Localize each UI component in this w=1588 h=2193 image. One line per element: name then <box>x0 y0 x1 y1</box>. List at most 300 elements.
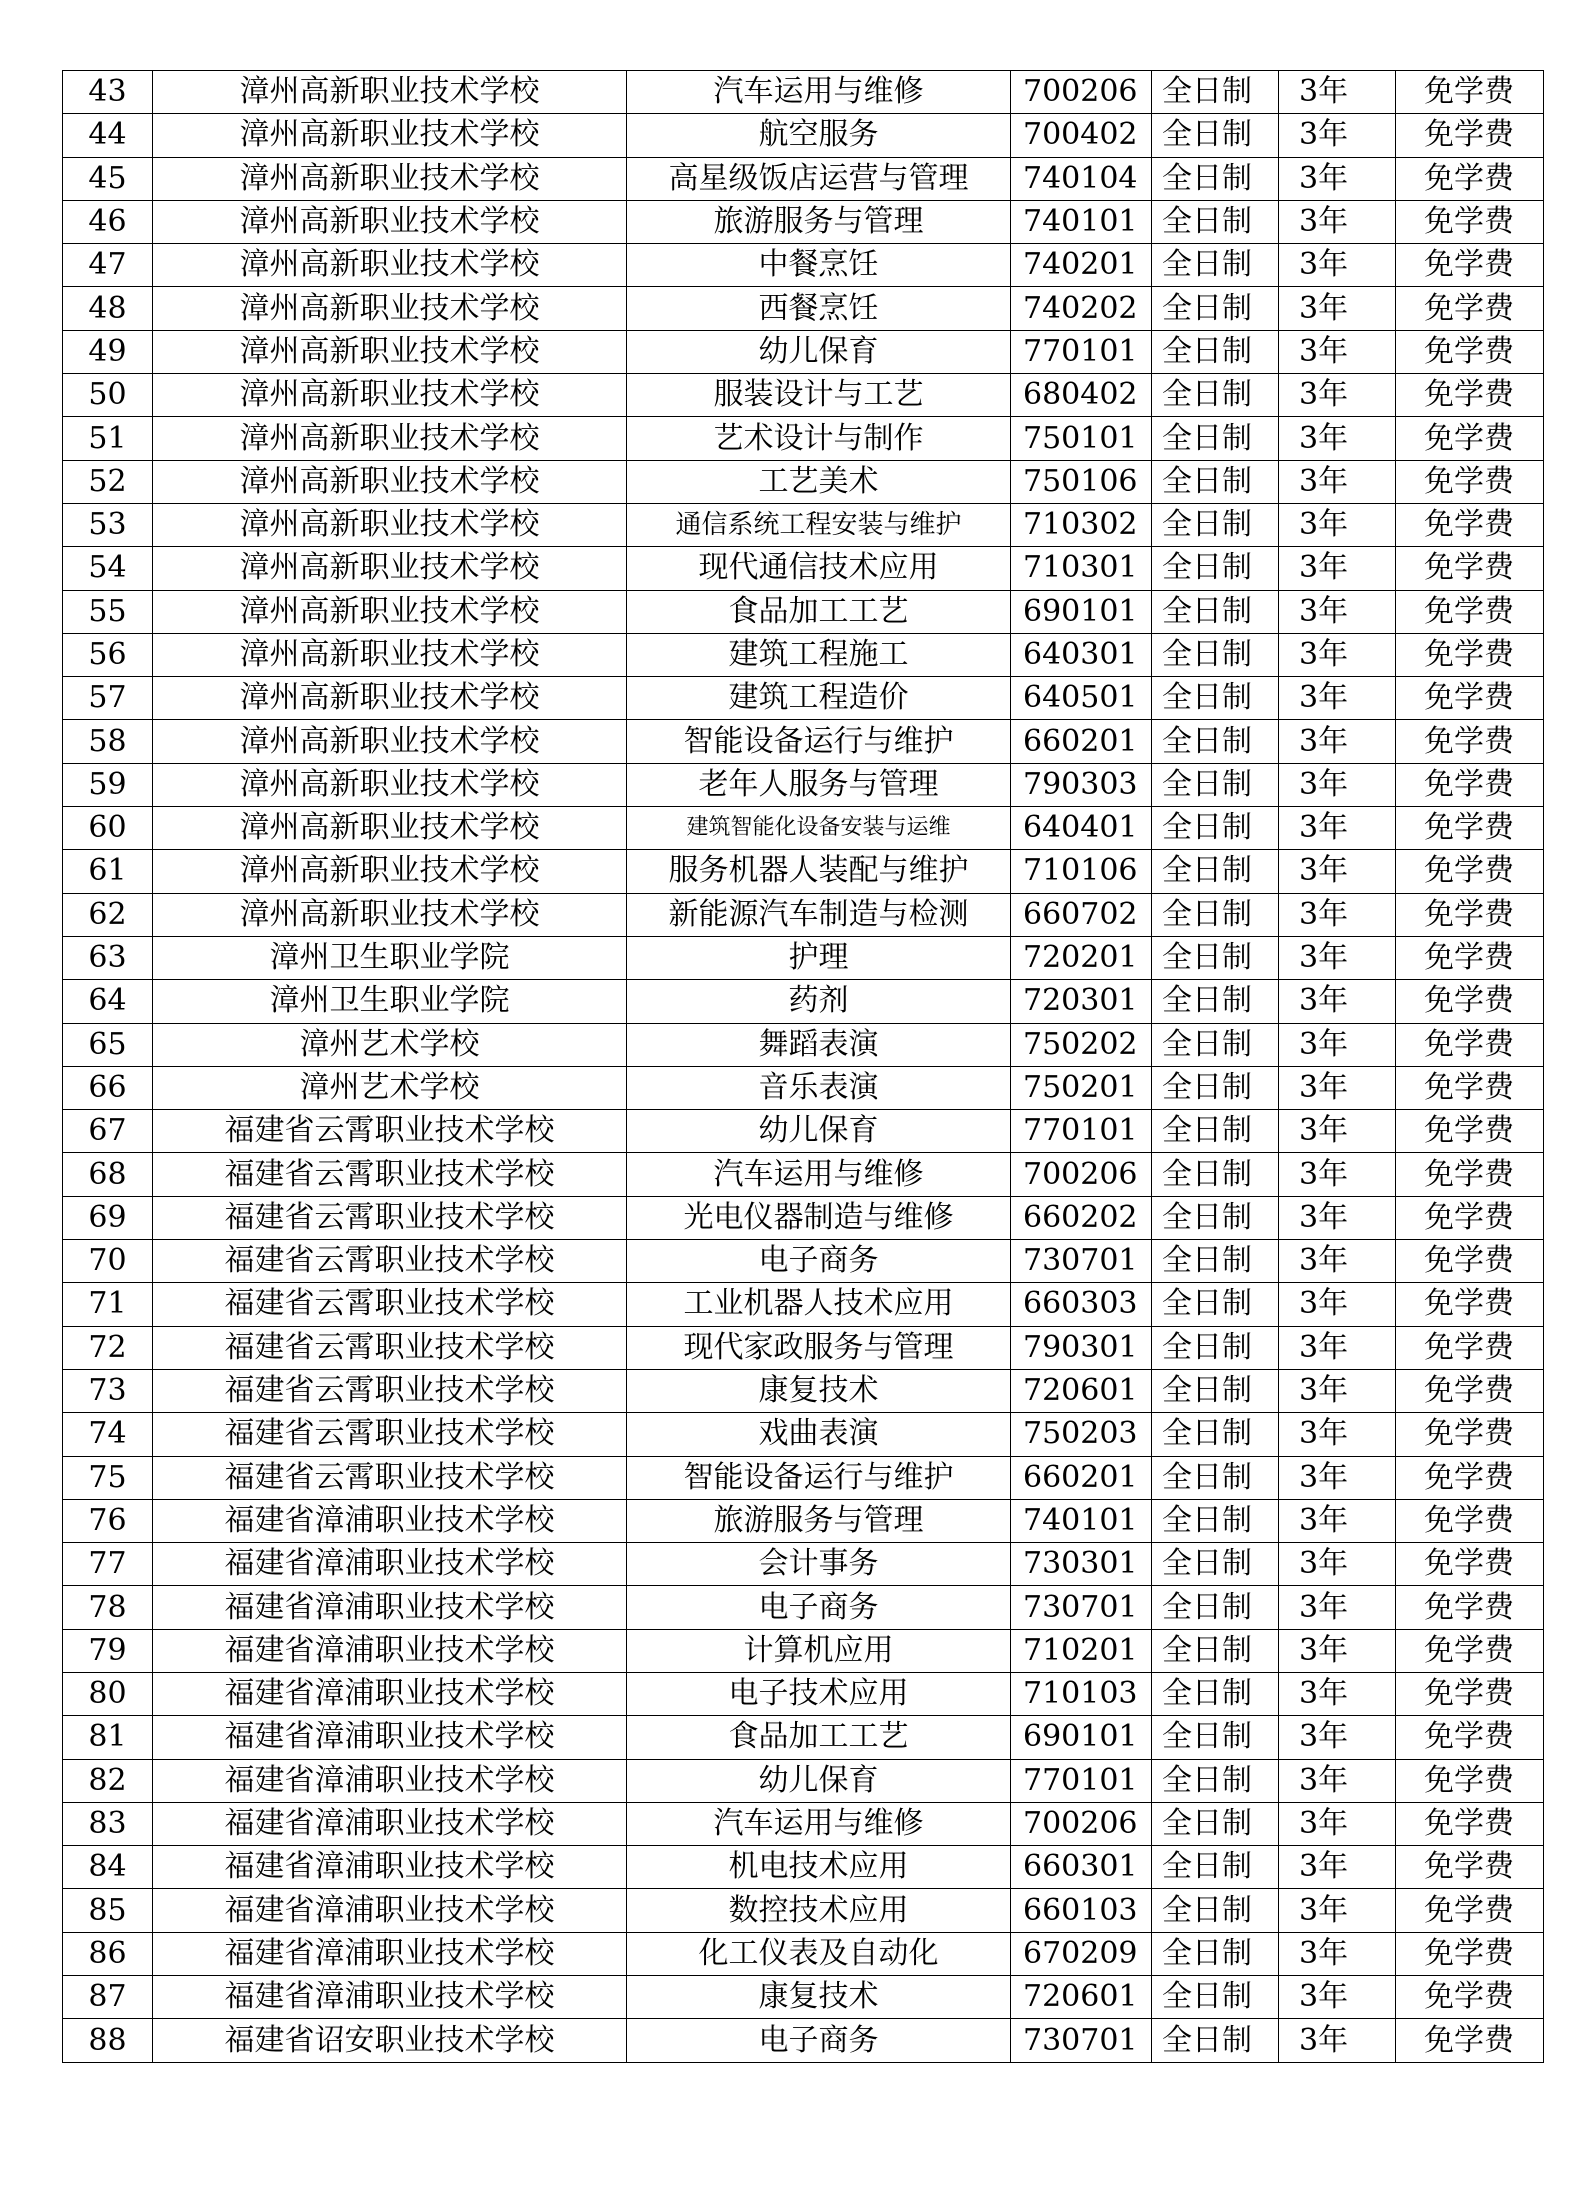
table-row <box>63 1023 1544 1066</box>
major-name: 新能源汽车制造与检测 <box>627 893 1011 936</box>
tuition-fee: 免学费 <box>1396 720 1544 763</box>
table-row <box>63 1586 1544 1629</box>
table-row <box>63 720 1544 763</box>
study-mode: 全日制 <box>1152 1456 1279 1499</box>
row-number: 56 <box>63 633 153 676</box>
study-years: 3年 <box>1279 1543 1396 1586</box>
major-code: 750202 <box>1011 1023 1152 1066</box>
row-number: 68 <box>63 1153 153 1196</box>
tuition-fee: 免学费 <box>1396 980 1544 1023</box>
row-number: 71 <box>63 1283 153 1326</box>
major-name: 西餐烹饪 <box>627 287 1011 330</box>
row-number: 62 <box>63 893 153 936</box>
major-code: 700206 <box>1011 71 1152 114</box>
table-row <box>63 417 1544 460</box>
major-code: 710301 <box>1011 547 1152 590</box>
major-name: 中餐烹饪 <box>627 244 1011 287</box>
study-mode: 全日制 <box>1152 1023 1279 1066</box>
row-number: 87 <box>63 1976 153 2019</box>
table-row <box>63 807 1544 850</box>
study-mode: 全日制 <box>1152 1586 1279 1629</box>
school-name: 漳州高新职业技术学校 <box>153 547 627 590</box>
study-mode: 全日制 <box>1152 850 1279 893</box>
study-mode: 全日制 <box>1152 417 1279 460</box>
major-name: 建筑工程造价 <box>627 677 1011 720</box>
study-mode: 全日制 <box>1152 1846 1279 1889</box>
major-name: 电子商务 <box>627 1586 1011 1629</box>
major-name: 现代家政服务与管理 <box>627 1326 1011 1369</box>
row-number: 72 <box>63 1326 153 1369</box>
row-number: 59 <box>63 763 153 806</box>
study-mode: 全日制 <box>1152 1932 1279 1975</box>
study-mode: 全日制 <box>1152 720 1279 763</box>
major-name: 食品加工工艺 <box>627 1716 1011 1759</box>
school-name: 漳州高新职业技术学校 <box>153 114 627 157</box>
table-row <box>63 1976 1544 2019</box>
major-name: 幼儿保育 <box>627 1759 1011 1802</box>
school-name: 漳州高新职业技术学校 <box>153 417 627 460</box>
school-name: 福建省漳浦职业技术学校 <box>153 1759 627 1802</box>
study-mode: 全日制 <box>1152 1672 1279 1715</box>
school-name: 漳州高新职业技术学校 <box>153 807 627 850</box>
school-name: 漳州高新职业技术学校 <box>153 374 627 417</box>
study-years: 3年 <box>1279 1672 1396 1715</box>
study-years: 3年 <box>1279 807 1396 850</box>
major-name: 戏曲表演 <box>627 1413 1011 1456</box>
study-years: 3年 <box>1279 1932 1396 1975</box>
study-mode: 全日制 <box>1152 200 1279 243</box>
tuition-fee: 免学费 <box>1396 1196 1544 1239</box>
major-code: 790301 <box>1011 1326 1152 1369</box>
row-number: 58 <box>63 720 153 763</box>
school-name: 福建省漳浦职业技术学校 <box>153 1672 627 1715</box>
row-number: 78 <box>63 1586 153 1629</box>
row-number: 50 <box>63 374 153 417</box>
study-years: 3年 <box>1279 2019 1396 2062</box>
tuition-fee: 免学费 <box>1396 503 1544 546</box>
table-row <box>63 460 1544 503</box>
major-code: 730701 <box>1011 1586 1152 1629</box>
study-mode: 全日制 <box>1152 1759 1279 1802</box>
table-row <box>63 677 1544 720</box>
major-code: 790303 <box>1011 763 1152 806</box>
school-name: 福建省漳浦职业技术学校 <box>153 1846 627 1889</box>
study-years: 3年 <box>1279 547 1396 590</box>
row-number: 48 <box>63 287 153 330</box>
tuition-fee: 免学费 <box>1396 1629 1544 1672</box>
row-number: 70 <box>63 1240 153 1283</box>
major-code: 660103 <box>1011 1889 1152 1932</box>
major-name: 艺术设计与制作 <box>627 417 1011 460</box>
school-name: 福建省云霄职业技术学校 <box>153 1196 627 1239</box>
study-years: 3年 <box>1279 1976 1396 2019</box>
study-years: 3年 <box>1279 1369 1396 1412</box>
study-mode: 全日制 <box>1152 71 1279 114</box>
tuition-fee: 免学费 <box>1396 1023 1544 1066</box>
row-number: 82 <box>63 1759 153 1802</box>
tuition-fee: 免学费 <box>1396 1672 1544 1715</box>
row-number: 49 <box>63 330 153 373</box>
tuition-fee: 免学费 <box>1396 1716 1544 1759</box>
table-row <box>63 850 1544 893</box>
study-mode: 全日制 <box>1152 980 1279 1023</box>
tuition-fee: 免学费 <box>1396 893 1544 936</box>
study-years: 3年 <box>1279 114 1396 157</box>
school-name: 漳州卫生职业学院 <box>153 980 627 1023</box>
school-name: 福建省漳浦职业技术学校 <box>153 1802 627 1845</box>
study-mode: 全日制 <box>1152 1369 1279 1412</box>
study-years: 3年 <box>1279 1759 1396 1802</box>
major-code: 730301 <box>1011 1543 1152 1586</box>
row-number: 55 <box>63 590 153 633</box>
row-number: 60 <box>63 807 153 850</box>
study-years: 3年 <box>1279 1326 1396 1369</box>
table-row <box>63 114 1544 157</box>
school-name: 漳州高新职业技术学校 <box>153 850 627 893</box>
major-code: 710201 <box>1011 1629 1152 1672</box>
table-row <box>63 1802 1544 1845</box>
major-code: 640401 <box>1011 807 1152 850</box>
study-mode: 全日制 <box>1152 763 1279 806</box>
tuition-fee: 免学费 <box>1396 374 1544 417</box>
major-code: 660702 <box>1011 893 1152 936</box>
tuition-fee: 免学费 <box>1396 417 1544 460</box>
table-row <box>63 1846 1544 1889</box>
major-name: 音乐表演 <box>627 1066 1011 1109</box>
tuition-fee: 免学费 <box>1396 547 1544 590</box>
major-name: 食品加工工艺 <box>627 590 1011 633</box>
study-years: 3年 <box>1279 1283 1396 1326</box>
major-name: 护理 <box>627 936 1011 979</box>
major-code: 740201 <box>1011 244 1152 287</box>
row-number: 57 <box>63 677 153 720</box>
study-mode: 全日制 <box>1152 1499 1279 1542</box>
study-years: 3年 <box>1279 677 1396 720</box>
major-code: 660202 <box>1011 1196 1152 1239</box>
row-number: 53 <box>63 503 153 546</box>
major-code: 660201 <box>1011 720 1152 763</box>
major-code: 740104 <box>1011 157 1152 200</box>
major-name: 化工仪表及自动化 <box>627 1932 1011 1975</box>
school-name: 福建省漳浦职业技术学校 <box>153 1976 627 2019</box>
study-mode: 全日制 <box>1152 1110 1279 1153</box>
school-name: 福建省漳浦职业技术学校 <box>153 1543 627 1586</box>
school-name: 福建省漳浦职业技术学校 <box>153 1716 627 1759</box>
row-number: 81 <box>63 1716 153 1759</box>
row-number: 69 <box>63 1196 153 1239</box>
major-code: 700206 <box>1011 1153 1152 1196</box>
study-years: 3年 <box>1279 590 1396 633</box>
school-name: 漳州高新职业技术学校 <box>153 503 627 546</box>
study-mode: 全日制 <box>1152 1889 1279 1932</box>
study-years: 3年 <box>1279 1586 1396 1629</box>
major-name: 汽车运用与维修 <box>627 71 1011 114</box>
table-row <box>63 1759 1544 1802</box>
tuition-fee: 免学费 <box>1396 244 1544 287</box>
study-years: 3年 <box>1279 374 1396 417</box>
major-code: 640501 <box>1011 677 1152 720</box>
study-mode: 全日制 <box>1152 1326 1279 1369</box>
school-name: 福建省云霄职业技术学校 <box>153 1456 627 1499</box>
table-row <box>63 330 1544 373</box>
major-name: 工业机器人技术应用 <box>627 1283 1011 1326</box>
table-row <box>63 590 1544 633</box>
tuition-fee: 免学费 <box>1396 763 1544 806</box>
major-code: 690101 <box>1011 590 1152 633</box>
study-mode: 全日制 <box>1152 2019 1279 2062</box>
table-row <box>63 1196 1544 1239</box>
study-mode: 全日制 <box>1152 1283 1279 1326</box>
major-name: 计算机应用 <box>627 1629 1011 1672</box>
study-years: 3年 <box>1279 1153 1396 1196</box>
tuition-fee: 免学费 <box>1396 2019 1544 2062</box>
tuition-fee: 免学费 <box>1396 850 1544 893</box>
tuition-fee: 免学费 <box>1396 287 1544 330</box>
major-name: 服装设计与工艺 <box>627 374 1011 417</box>
school-name: 漳州高新职业技术学校 <box>153 157 627 200</box>
tuition-fee: 免学费 <box>1396 936 1544 979</box>
study-mode: 全日制 <box>1152 374 1279 417</box>
table-row <box>63 1499 1544 1542</box>
school-name: 漳州高新职业技术学校 <box>153 330 627 373</box>
study-mode: 全日制 <box>1152 633 1279 676</box>
study-mode: 全日制 <box>1152 1066 1279 1109</box>
row-number: 44 <box>63 114 153 157</box>
study-years: 3年 <box>1279 936 1396 979</box>
table-body <box>63 71 1544 2063</box>
table-row <box>63 287 1544 330</box>
row-number: 54 <box>63 547 153 590</box>
major-name: 电子商务 <box>627 1240 1011 1283</box>
study-mode: 全日制 <box>1152 287 1279 330</box>
study-years: 3年 <box>1279 1802 1396 1845</box>
school-name: 漳州高新职业技术学校 <box>153 677 627 720</box>
major-code: 660301 <box>1011 1846 1152 1889</box>
table-row <box>63 1283 1544 1326</box>
school-name: 福建省云霄职业技术学校 <box>153 1413 627 1456</box>
study-mode: 全日制 <box>1152 1629 1279 1672</box>
row-number: 84 <box>63 1846 153 1889</box>
table-row <box>63 1456 1544 1499</box>
major-name: 舞蹈表演 <box>627 1023 1011 1066</box>
major-code: 770101 <box>1011 330 1152 373</box>
major-code: 740202 <box>1011 287 1152 330</box>
major-name: 建筑智能化设备安装与运维 <box>627 807 1011 850</box>
row-number: 43 <box>63 71 153 114</box>
school-name: 漳州高新职业技术学校 <box>153 287 627 330</box>
study-years: 3年 <box>1279 1889 1396 1932</box>
row-number: 86 <box>63 1932 153 1975</box>
row-number: 51 <box>63 417 153 460</box>
school-name: 福建省漳浦职业技术学校 <box>153 1629 627 1672</box>
school-name: 福建省云霄职业技术学校 <box>153 1283 627 1326</box>
table-row <box>63 1240 1544 1283</box>
table-row <box>63 2019 1544 2062</box>
row-number: 46 <box>63 200 153 243</box>
study-mode: 全日制 <box>1152 1802 1279 1845</box>
major-name: 电子商务 <box>627 2019 1011 2062</box>
major-code: 720201 <box>1011 936 1152 979</box>
tuition-fee: 免学费 <box>1396 1369 1544 1412</box>
major-code: 680402 <box>1011 374 1152 417</box>
table-row <box>63 980 1544 1023</box>
major-code: 700206 <box>1011 1802 1152 1845</box>
tuition-fee: 免学费 <box>1396 1759 1544 1802</box>
tuition-fee: 免学费 <box>1396 1153 1544 1196</box>
major-name: 老年人服务与管理 <box>627 763 1011 806</box>
major-name: 智能设备运行与维护 <box>627 720 1011 763</box>
row-number: 77 <box>63 1543 153 1586</box>
row-number: 45 <box>63 157 153 200</box>
study-years: 3年 <box>1279 1499 1396 1542</box>
major-name: 现代通信技术应用 <box>627 547 1011 590</box>
major-code: 710106 <box>1011 850 1152 893</box>
school-name: 漳州高新职业技术学校 <box>153 460 627 503</box>
study-years: 3年 <box>1279 417 1396 460</box>
tuition-fee: 免学费 <box>1396 157 1544 200</box>
tuition-fee: 免学费 <box>1396 1283 1544 1326</box>
study-years: 3年 <box>1279 287 1396 330</box>
study-years: 3年 <box>1279 157 1396 200</box>
study-mode: 全日制 <box>1152 1976 1279 2019</box>
tuition-fee: 免学费 <box>1396 330 1544 373</box>
major-name: 康复技术 <box>627 1976 1011 2019</box>
table-row <box>63 1716 1544 1759</box>
school-name: 福建省云霄职业技术学校 <box>153 1326 627 1369</box>
table-row <box>63 157 1544 200</box>
enrollment-table <box>62 70 1544 2063</box>
study-mode: 全日制 <box>1152 1716 1279 1759</box>
study-years: 3年 <box>1279 1066 1396 1109</box>
tuition-fee: 免学费 <box>1396 590 1544 633</box>
study-years: 3年 <box>1279 1456 1396 1499</box>
major-code: 720301 <box>1011 980 1152 1023</box>
table-row <box>63 936 1544 979</box>
major-code: 730701 <box>1011 2019 1152 2062</box>
study-years: 3年 <box>1279 1629 1396 1672</box>
major-code: 690101 <box>1011 1716 1152 1759</box>
study-years: 3年 <box>1279 893 1396 936</box>
study-mode: 全日制 <box>1152 460 1279 503</box>
school-name: 福建省诏安职业技术学校 <box>153 2019 627 2062</box>
tuition-fee: 免学费 <box>1396 1846 1544 1889</box>
study-mode: 全日制 <box>1152 1413 1279 1456</box>
table-row <box>63 244 1544 287</box>
row-number: 83 <box>63 1802 153 1845</box>
study-mode: 全日制 <box>1152 547 1279 590</box>
table-row <box>63 1889 1544 1932</box>
school-name: 福建省云霄职业技术学校 <box>153 1369 627 1412</box>
study-mode: 全日制 <box>1152 157 1279 200</box>
table-row <box>63 1326 1544 1369</box>
row-number: 47 <box>63 244 153 287</box>
table-row <box>63 503 1544 546</box>
table-row <box>63 633 1544 676</box>
tuition-fee: 免学费 <box>1396 1586 1544 1629</box>
table-row <box>63 763 1544 806</box>
row-number: 74 <box>63 1413 153 1456</box>
study-mode: 全日制 <box>1152 807 1279 850</box>
major-name: 幼儿保育 <box>627 330 1011 373</box>
major-name: 药剂 <box>627 980 1011 1023</box>
major-code: 720601 <box>1011 1976 1152 2019</box>
study-years: 3年 <box>1279 850 1396 893</box>
major-name: 服务机器人装配与维护 <box>627 850 1011 893</box>
major-code: 670209 <box>1011 1932 1152 1975</box>
school-name: 福建省云霄职业技术学校 <box>153 1110 627 1153</box>
study-years: 3年 <box>1279 200 1396 243</box>
major-name: 智能设备运行与维护 <box>627 1456 1011 1499</box>
school-name: 福建省漳浦职业技术学校 <box>153 1932 627 1975</box>
tuition-fee: 免学费 <box>1396 1932 1544 1975</box>
study-years: 3年 <box>1279 1110 1396 1153</box>
major-name: 航空服务 <box>627 114 1011 157</box>
tuition-fee: 免学费 <box>1396 1413 1544 1456</box>
study-years: 3年 <box>1279 1240 1396 1283</box>
major-code: 750106 <box>1011 460 1152 503</box>
study-mode: 全日制 <box>1152 244 1279 287</box>
school-name: 漳州艺术学校 <box>153 1023 627 1066</box>
tuition-fee: 免学费 <box>1396 114 1544 157</box>
school-name: 漳州艺术学校 <box>153 1066 627 1109</box>
table-row <box>63 1153 1544 1196</box>
row-number: 76 <box>63 1499 153 1542</box>
major-code: 710302 <box>1011 503 1152 546</box>
table-row <box>63 374 1544 417</box>
study-mode: 全日制 <box>1152 330 1279 373</box>
major-code: 640301 <box>1011 633 1152 676</box>
school-name: 漳州卫生职业学院 <box>153 936 627 979</box>
tuition-fee: 免学费 <box>1396 1110 1544 1153</box>
tuition-fee: 免学费 <box>1396 1889 1544 1932</box>
major-name: 幼儿保育 <box>627 1110 1011 1153</box>
major-code: 750203 <box>1011 1413 1152 1456</box>
major-code: 700402 <box>1011 114 1152 157</box>
school-name: 漳州高新职业技术学校 <box>153 633 627 676</box>
row-number: 75 <box>63 1456 153 1499</box>
school-name: 漳州高新职业技术学校 <box>153 244 627 287</box>
table-row <box>63 1066 1544 1109</box>
major-name: 会计事务 <box>627 1543 1011 1586</box>
school-name: 漳州高新职业技术学校 <box>153 720 627 763</box>
school-name: 漳州高新职业技术学校 <box>153 590 627 633</box>
tuition-fee: 免学费 <box>1396 1240 1544 1283</box>
major-name: 数控技术应用 <box>627 1889 1011 1932</box>
study-years: 3年 <box>1279 980 1396 1023</box>
tuition-fee: 免学费 <box>1396 460 1544 503</box>
table-row <box>63 1413 1544 1456</box>
major-code: 730701 <box>1011 1240 1152 1283</box>
table-row <box>63 893 1544 936</box>
tuition-fee: 免学费 <box>1396 807 1544 850</box>
school-name: 福建省漳浦职业技术学校 <box>153 1499 627 1542</box>
study-years: 3年 <box>1279 460 1396 503</box>
school-name: 福建省漳浦职业技术学校 <box>153 1889 627 1932</box>
tuition-fee: 免学费 <box>1396 1976 1544 2019</box>
major-name: 康复技术 <box>627 1369 1011 1412</box>
table-row <box>63 1110 1544 1153</box>
row-number: 80 <box>63 1672 153 1715</box>
study-mode: 全日制 <box>1152 1543 1279 1586</box>
study-years: 3年 <box>1279 71 1396 114</box>
table-row <box>63 1672 1544 1715</box>
study-mode: 全日制 <box>1152 590 1279 633</box>
study-years: 3年 <box>1279 1413 1396 1456</box>
major-name: 电子技术应用 <box>627 1672 1011 1715</box>
table-row <box>63 71 1544 114</box>
study-mode: 全日制 <box>1152 114 1279 157</box>
major-code: 720601 <box>1011 1369 1152 1412</box>
